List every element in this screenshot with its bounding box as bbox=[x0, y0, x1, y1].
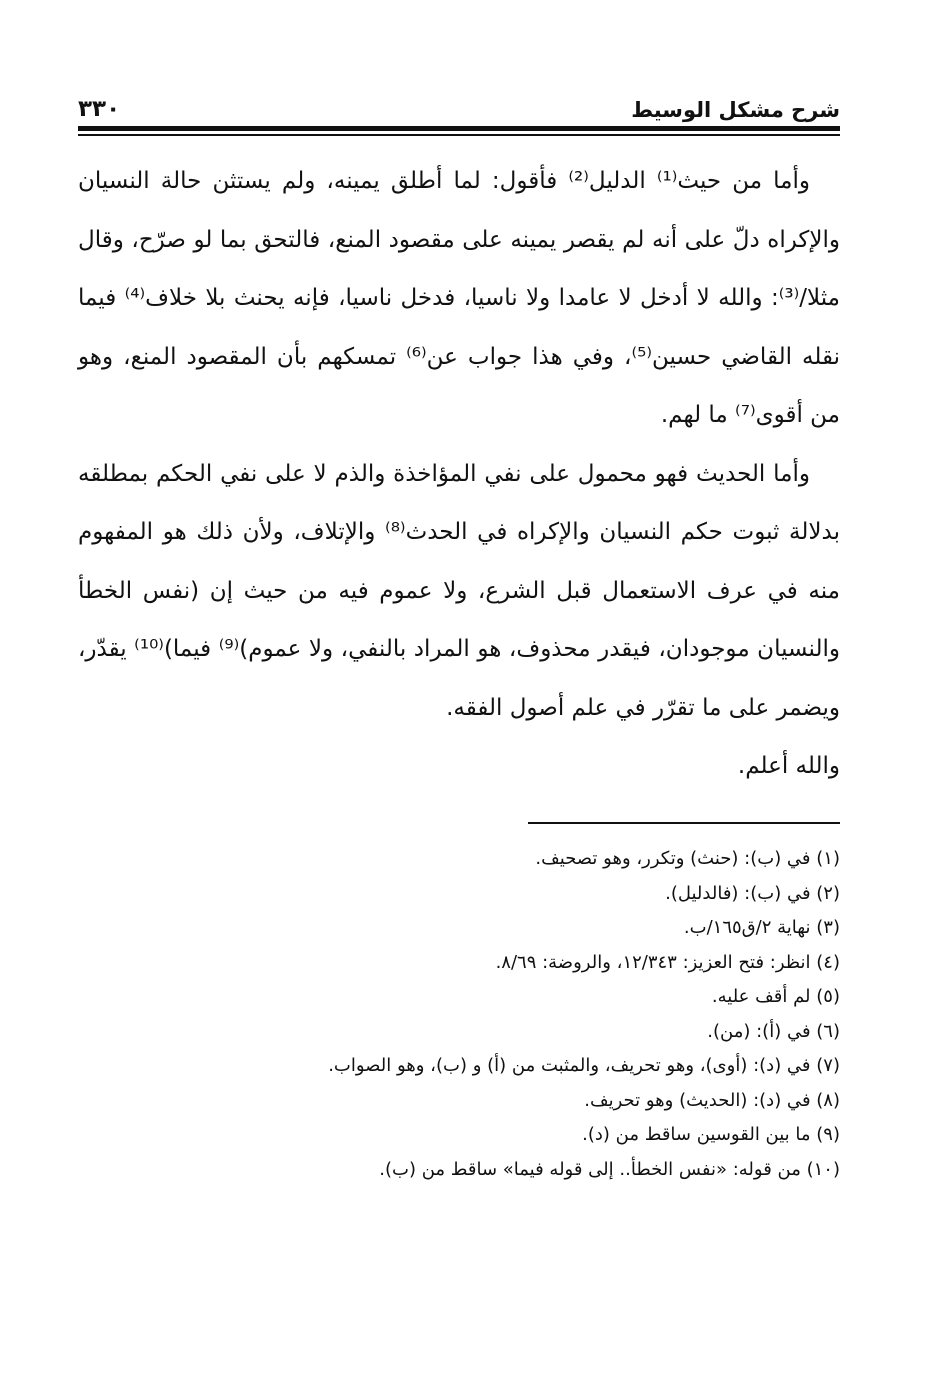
footnote-2: (٢) في (ب): (فالدليل). bbox=[665, 882, 840, 904]
main-text bbox=[78, 152, 840, 796]
running-header bbox=[78, 92, 840, 122]
footnotes bbox=[78, 842, 840, 1187]
page-number: ٣٣٠ bbox=[78, 96, 121, 122]
paragraph-2: وأما الحديث فهو محمول على نفي المؤاخذة والذم لا على نفي الحكم بمطلقه بدلالة ثبوت حكم النسيان والإكراه في الحدث⁽⁸⁾ والإتلاف، ولأن ذلك هو المفهوم منه في عرف الاستعمال قبل الشرع، ولا عموم فيه من حيث إن (نفس الخطأ والنسيان موجودان، فيقدر محذوف، هو المراد بالنفي، ولا عموم)⁽⁹⁾ فيما)⁽¹⁰⁾ يقدّر، ويضمر على ما تقرّر في علم أصول الفقه. bbox=[78, 460, 840, 721]
footnote-1: (١) في (ب): (حنث) وتكرر، وهو تصحيف. bbox=[535, 848, 840, 869]
footnote-6: (٦) في (أ): (من). bbox=[707, 1020, 840, 1042]
footnote-3: (٣) نهاية ٢/ق١٦٥/ب. bbox=[683, 917, 840, 938]
footnote-4: (٤) انظر: فتح العزيز: ١٢/٣٤٣، والروضة: ٨/٦٩. bbox=[495, 951, 840, 973]
footnote-5: (٥) لم أقف عليه. bbox=[711, 986, 840, 1007]
footnote-7: (٧) في (د): (أوى)، وهو تحريف، والمثبت من (أ) و (ب)، وهو الصواب. bbox=[328, 1055, 840, 1076]
footnote-separator bbox=[528, 822, 840, 824]
footnote-8: (٨) في (د): (الحديث) وهو تحريف. bbox=[584, 1089, 840, 1111]
footnote-9: (٩) ما بين القوسين ساقط من (د). bbox=[582, 1124, 840, 1145]
header-rule-thick bbox=[78, 126, 840, 131]
closing-line: والله أعلم. bbox=[737, 753, 840, 779]
paragraph-1: وأما من حيث⁽¹⁾ الدليل⁽²⁾ فأقول: لما أطلق يمينه، ولم يستثن حالة النسيان والإكراه دلّ على أنه لم يقصر يمينه على مقصود المنع، فالتحق بما لو صرّح، وقال مثلا/⁽³⁾: والله لا أدخل لا عامدا ولا ناسيا، فدخل ناسيا، فإنه يحنث بلا خلاف⁽⁴⁾ فيما نقله القاضي حسين⁽⁵⁾، وفي هذا جواب عن⁽⁶⁾ تمسكهم بأن المقصود المنع، وهو من أقوى⁽⁷⁾ ما لهم. bbox=[78, 168, 841, 428]
header-rule-thin bbox=[78, 134, 840, 136]
footnote-10: (١٠) من قوله: «نفس الخطأ.. إلى قوله فيما» ساقط من (ب). bbox=[379, 1158, 840, 1180]
book-title: شرح مشكل الوسيط bbox=[631, 98, 840, 122]
